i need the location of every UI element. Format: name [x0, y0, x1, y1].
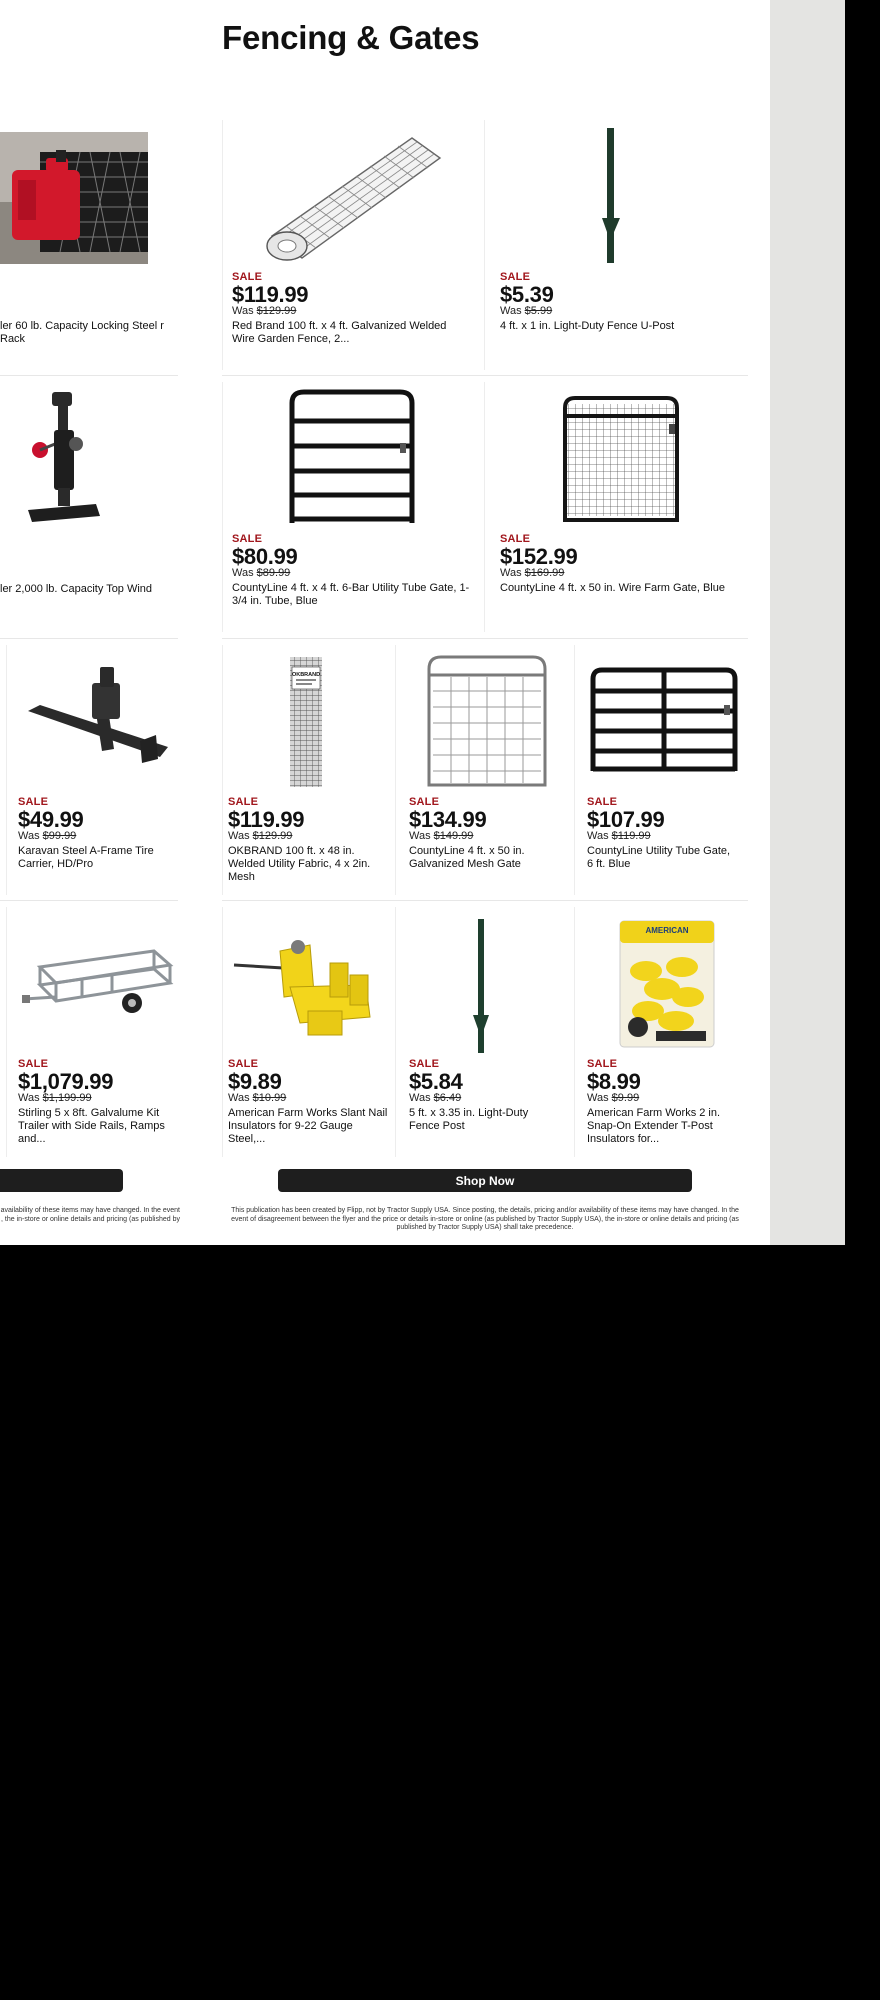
product-image-trailer-jack	[10, 392, 100, 528]
product-image-cargo-rack	[0, 132, 148, 264]
disclaimer-text: This publication has been created by Flipp, not by Tractor Supply USA. Since posting, the details, pricing and/or availability of these items may have changed. In the event of disagreement between the flyer and the price or details in-store or online (as published by Tractor Supply USA), the in-store or online details and pricing (as published by Tractor Supply USA) shall take precedence.	[231, 1207, 739, 1231]
sale-price: $119.99	[232, 282, 309, 307]
was-price: Was $6.49	[409, 1092, 462, 1104]
product-image-u-post	[596, 128, 626, 263]
sale-price: $8.99	[587, 1069, 641, 1094]
was-price: Was $1,199.99	[18, 1092, 92, 1104]
sale-price: $49.99	[18, 807, 84, 832]
sale-price: $152.99	[500, 544, 578, 569]
grid-divider	[574, 907, 575, 1157]
product-name: Karavan Steel A-Frame Tire Carrier, HD/Pro	[18, 845, 154, 870]
product-image-6-bar-gate	[288, 389, 416, 525]
grid-divider	[6, 907, 7, 1157]
shop-now-button-left[interactable]	[0, 1169, 123, 1192]
grid-divider	[0, 638, 178, 639]
sale-label: SALE	[228, 796, 259, 808]
sale-price: $1,079.99	[18, 1069, 114, 1094]
product-card[interactable]	[8, 907, 178, 1157]
grid-divider	[574, 645, 575, 895]
grid-divider	[222, 120, 223, 370]
americana-label: AMERICAN	[645, 926, 689, 935]
was-price: Was $89.99	[232, 567, 291, 579]
grid-divider	[0, 375, 178, 376]
product-name: OKBRAND 100 ft. x 48 in. Welded Utility Fabric, 4 x 2in. Mesh	[228, 845, 371, 883]
was-price: Was $169.99	[500, 567, 565, 579]
product-name: ler 60 lb. Capacity Locking Steel r Rack	[0, 320, 164, 345]
sale-label: SALE	[18, 1058, 49, 1070]
sale-label: SALE	[587, 1058, 618, 1070]
grid-divider	[0, 900, 178, 901]
was-price: Was $99.99	[18, 830, 77, 842]
sale-label: SALE	[409, 796, 440, 808]
sale-label: SALE	[18, 796, 49, 808]
product-image-utility-tube-gate	[590, 667, 738, 775]
product-card[interactable]	[224, 382, 482, 632]
was-price: Was $149.99	[409, 830, 474, 842]
grid-divider	[222, 382, 223, 632]
product-name: 4 ft. x 1 in. Light-Duty Fence U-Post	[500, 320, 675, 332]
product-card[interactable]	[0, 382, 180, 632]
product-image-light-duty-post	[471, 919, 491, 1053]
product-card[interactable]	[486, 120, 748, 370]
okbrand-label: OKBRAND	[291, 672, 321, 678]
product-image-wire-farm-gate	[561, 394, 681, 522]
grid-divider	[395, 907, 396, 1157]
product-name: Stirling 5 x 8ft. Galvalume Kit Trailer with Side Rails, Ramps and...	[18, 1107, 165, 1145]
product-card[interactable]	[397, 907, 573, 1157]
sale-label: SALE	[232, 533, 263, 545]
product-image-t-post-insulators	[616, 919, 718, 1049]
grid-divider	[222, 375, 748, 376]
grid-divider	[222, 638, 748, 639]
product-name: CountyLine 4 ft. x 50 in. Wire Farm Gate, Blue	[500, 582, 725, 594]
product-name: American Farm Works Slant Nail Insulators for 9-22 Gauge Steel,...	[228, 1107, 388, 1145]
sale-price: $80.99	[232, 544, 298, 569]
grid-divider	[6, 645, 7, 895]
product-card[interactable]	[224, 907, 394, 1157]
product-name: CountyLine 4 ft. x 4 ft. 6-Bar Utility Tube Gate, 1-3/4 in. Tube, Blue	[232, 582, 470, 607]
product-image-tire-carrier	[22, 665, 172, 765]
product-name: CountyLine Utility Tube Gate, 6 ft. Blue	[587, 845, 731, 870]
was-price: Was $9.99	[587, 1092, 640, 1104]
was-price: Was $129.99	[232, 305, 297, 317]
was-price: Was $129.99	[228, 830, 293, 842]
sale-label: SALE	[232, 271, 263, 283]
product-image-slant-nail-insulators	[230, 931, 380, 1051]
grid-divider	[222, 907, 223, 1157]
product-card[interactable]	[397, 645, 573, 895]
sale-label: SALE	[409, 1058, 440, 1070]
product-card[interactable]	[0, 120, 180, 370]
product-card[interactable]	[8, 645, 178, 895]
product-name: American Farm Works 2 in. Snap-On Extender T-Post Insulators for...	[587, 1107, 721, 1145]
sale-price: $5.39	[500, 282, 554, 307]
product-card[interactable]	[486, 382, 748, 632]
sale-price: $134.99	[409, 807, 487, 832]
product-image-utility-fabric-roll	[288, 655, 324, 789]
product-name: CountyLine 4 ft. x 50 in. Galvanized Mesh Gate	[409, 845, 525, 870]
product-name: 5 ft. x 3.35 in. Light-Duty Fence Post	[409, 1107, 529, 1132]
sale-label: SALE	[500, 533, 531, 545]
product-image-kit-trailer	[22, 947, 174, 1023]
grid-divider	[484, 120, 485, 370]
product-card[interactable]	[224, 120, 482, 370]
product-card[interactable]	[576, 907, 748, 1157]
disclaimer-left: availability of these items may have changed. In the event , the in-store or online details and pricing (as published by	[0, 1207, 180, 1223]
product-card[interactable]	[224, 645, 394, 895]
sale-price: $5.84	[409, 1069, 463, 1094]
sale-label: SALE	[500, 271, 531, 283]
grid-divider	[222, 900, 748, 901]
sale-price: $107.99	[587, 807, 665, 832]
sale-label: SALE	[587, 796, 618, 808]
sale-price: $119.99	[228, 807, 305, 832]
right-margin	[770, 0, 845, 1245]
product-image-galvanized-mesh-gate	[425, 653, 549, 789]
sale-label: SALE	[228, 1058, 259, 1070]
was-price: Was $119.99	[587, 830, 651, 842]
grid-divider	[484, 382, 485, 632]
sale-price: $9.89	[228, 1069, 282, 1094]
product-name: Red Brand 100 ft. x 4 ft. Galvanized Welded Wire Garden Fence, 2...	[232, 320, 447, 345]
was-price: Was $10.99	[228, 1092, 287, 1104]
was-price: Was $5.99	[500, 305, 553, 317]
shop-now-button[interactable]: Shop Now	[278, 1169, 692, 1192]
grid-divider	[222, 645, 223, 895]
page-title: Fencing & Gates	[222, 19, 480, 56]
product-card[interactable]	[576, 645, 748, 895]
product-name: ler 2,000 lb. Capacity Top Wind	[0, 583, 153, 595]
product-image-welded-wire-roll	[262, 128, 442, 268]
grid-divider	[395, 645, 396, 895]
